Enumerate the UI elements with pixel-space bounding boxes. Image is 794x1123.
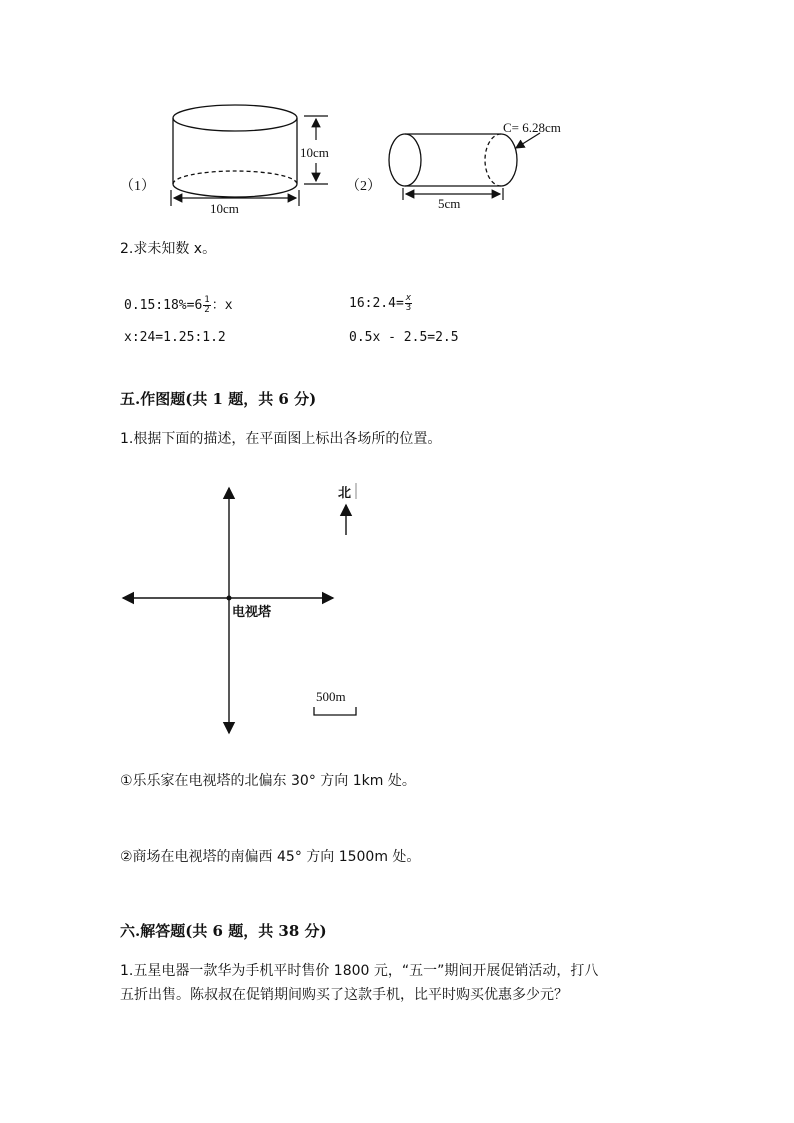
- cylinder-1-width-label: 10cm: [210, 201, 239, 216]
- q2-equation-1: [124, 294, 233, 315]
- q2-equation-2-left: 16:2.4=: [349, 296, 404, 311]
- cylinder-2-circumference-label: C= 6.28cm: [503, 120, 561, 135]
- map-axes: [123, 488, 333, 733]
- cylinder-2-length-label: 5cm: [438, 196, 461, 211]
- fraction-denominator: 2: [204, 305, 210, 315]
- cylinder-figures: [0, 0, 794, 230]
- q2-equation-2-fraction: [405, 294, 412, 313]
- tv-tower-label: 电视塔: [232, 605, 272, 620]
- fraction-denominator: 3: [405, 303, 412, 313]
- section-6-question-1-line-2: 五折出售。陈叔叔在促销期间购买了这款手机，比平时购买优惠多少元？: [120, 987, 568, 1003]
- cylinder-2-circumference-arrow: [516, 133, 540, 148]
- scale-label: 500m: [316, 689, 346, 704]
- tv-tower-point: [227, 596, 232, 601]
- q2-title: 2.求未知数 x。: [120, 241, 217, 257]
- section-5-item-1: ①乐乐家在电视塔的北偏东 30° 方向 1km 处。: [120, 773, 416, 789]
- map-diagram: [110, 475, 380, 740]
- fraction-numerator: 1: [204, 295, 210, 305]
- cylinder-1-tag: （1）: [120, 179, 155, 194]
- q2-equation-4: 0.5x - 2.5=2.5: [349, 330, 459, 345]
- north-label: 北: [338, 486, 352, 501]
- section-5-title: 五.作图题(共 1 题，共 6 分): [120, 390, 317, 408]
- cylinder-2-tag: （2）: [346, 179, 381, 194]
- section-5-item-2: ②商场在电视塔的南偏西 45° 方向 1500m 处。: [120, 849, 421, 865]
- section-5-question-1: 1.根据下面的描述，在平面图上标出各场所的位置。: [120, 431, 442, 447]
- cylinder-2: [389, 134, 517, 186]
- fraction-numerator: x: [405, 293, 412, 303]
- cylinder-1-height-label: 10cm: [300, 145, 329, 160]
- section-6-title: 六.解答题(共 6 题，共 38 分): [120, 922, 327, 940]
- q2-equation-1-right: ：x: [211, 298, 233, 313]
- scale-bar: [314, 707, 356, 715]
- cylinder-1: [173, 105, 297, 197]
- q2-equation-3: x:24=1.25:1.2: [124, 330, 226, 345]
- q2-equation-2: [349, 294, 413, 313]
- q2-equation-1-fraction: [203, 296, 210, 315]
- q2-equation-1-left: 0.15:18%=6: [124, 298, 203, 313]
- section-6-question-1-line-1: 1.五星电器一款华为手机平时售价 1800 元，“五一”期间开展促销活动，打八: [120, 963, 599, 979]
